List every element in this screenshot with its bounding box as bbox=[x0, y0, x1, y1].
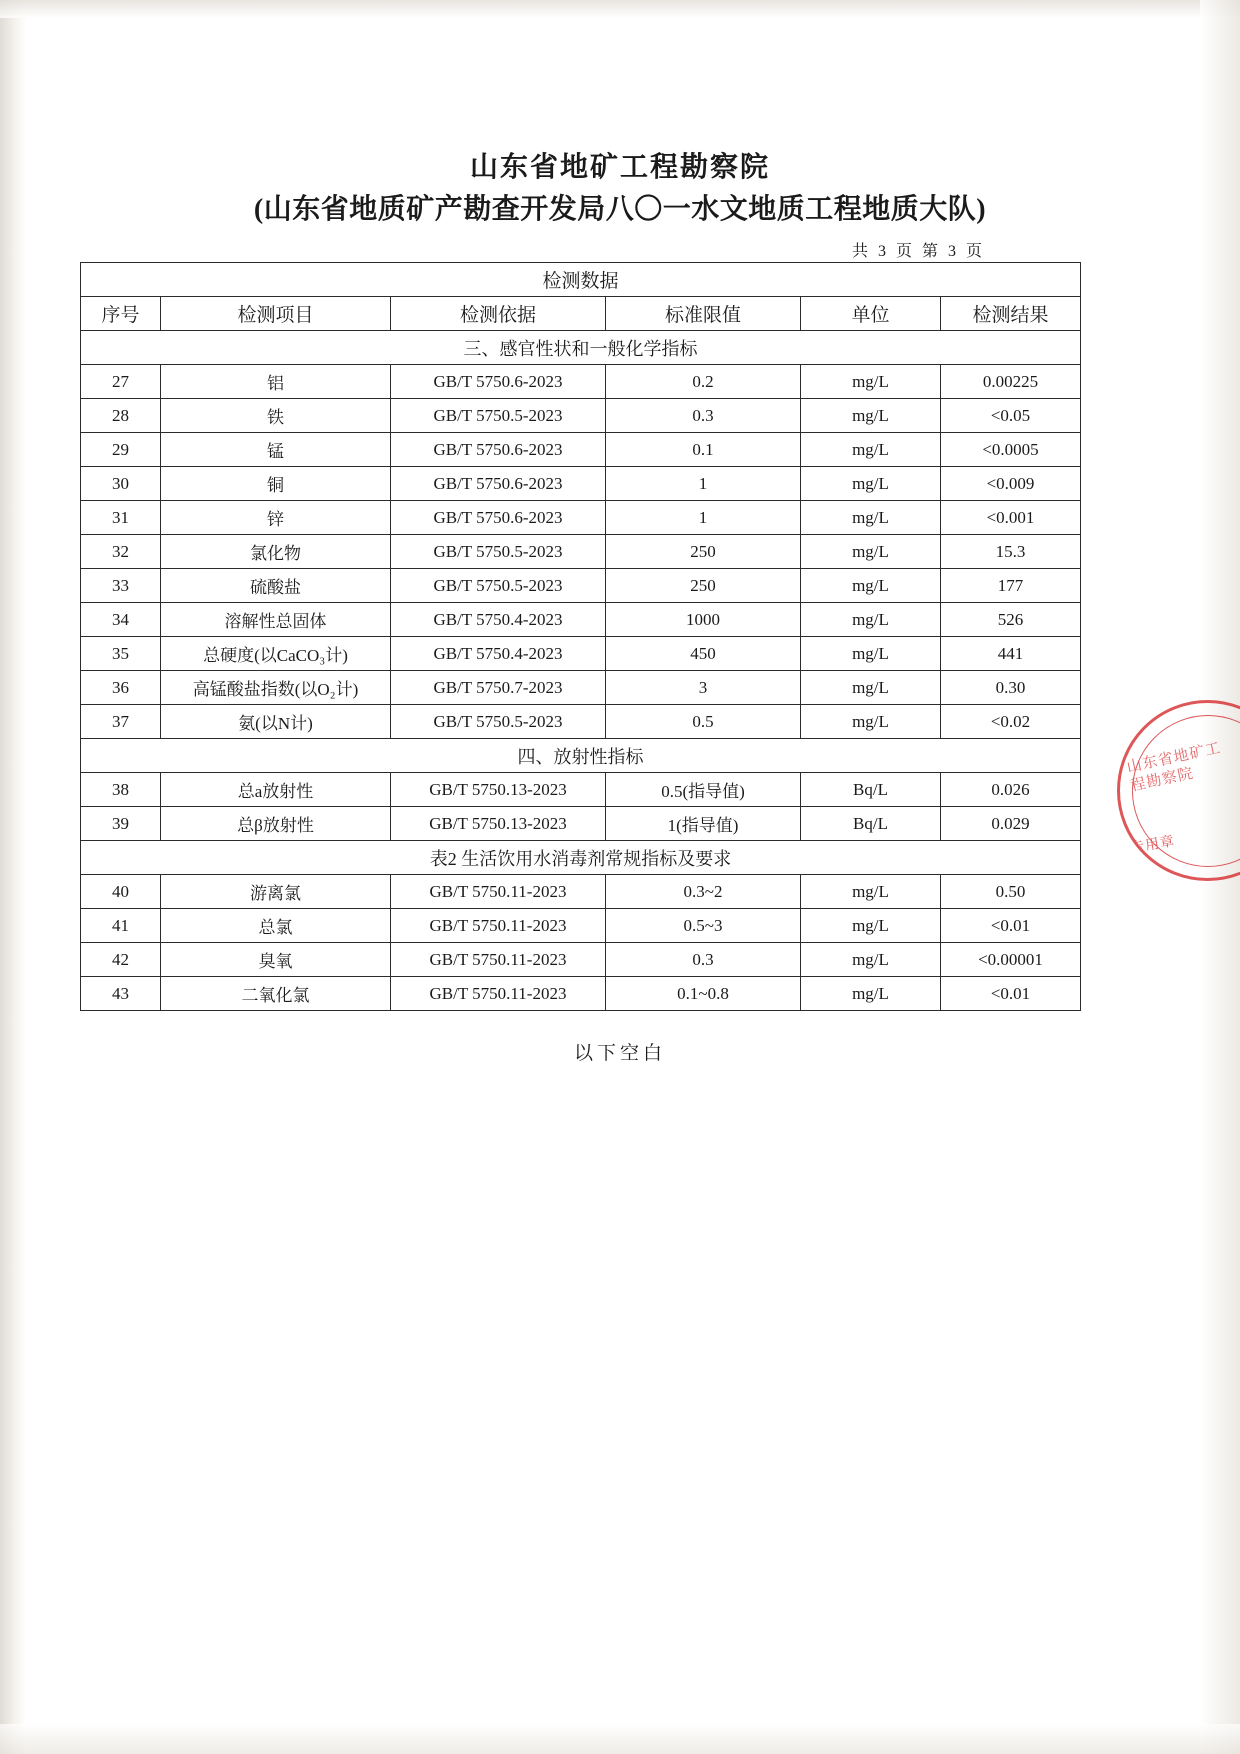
cell-item: 硫酸盐 bbox=[161, 569, 391, 603]
cell-item: 二氧化氯 bbox=[161, 977, 391, 1011]
cell-basis: GB/T 5750.6-2023 bbox=[391, 365, 606, 399]
cell-no: 30 bbox=[81, 467, 161, 501]
cell-basis: GB/T 5750.11-2023 bbox=[391, 875, 606, 909]
cell-item: 铝 bbox=[161, 365, 391, 399]
page-counter: 共 3 页 第 3 页 bbox=[851, 243, 985, 260]
table-title-row bbox=[81, 263, 1081, 297]
cell-no: 42 bbox=[81, 943, 161, 977]
cell-basis: GB/T 5750.7-2023 bbox=[391, 671, 606, 705]
cell-unit: mg/L bbox=[801, 365, 941, 399]
cell-no: 43 bbox=[81, 977, 161, 1011]
cell-unit: mg/L bbox=[801, 671, 941, 705]
cell-limit: 1000 bbox=[606, 603, 801, 637]
cell-item: 总a放射性 bbox=[161, 773, 391, 807]
cell-unit: Bq/L bbox=[801, 773, 941, 807]
table-row bbox=[81, 773, 1081, 807]
cell-limit: 0.3~2 bbox=[606, 875, 801, 909]
cell-no: 27 bbox=[81, 365, 161, 399]
cell-item: 铁 bbox=[161, 399, 391, 433]
section-header-row bbox=[81, 841, 1081, 875]
table-header-row bbox=[81, 297, 1081, 331]
cell-basis: GB/T 5750.11-2023 bbox=[391, 977, 606, 1011]
cell-limit: 1 bbox=[606, 467, 801, 501]
cell-limit: 3 bbox=[606, 671, 801, 705]
cell-unit: mg/L bbox=[801, 535, 941, 569]
cell-limit: 250 bbox=[606, 569, 801, 603]
column-header-unit: 单位 bbox=[801, 297, 941, 331]
cell-basis: GB/T 5750.5-2023 bbox=[391, 535, 606, 569]
cell-no: 31 bbox=[81, 501, 161, 535]
cell-basis: GB/T 5750.13-2023 bbox=[391, 773, 606, 807]
organization-name-primary: 山东省地矿工程勘察院 bbox=[469, 152, 770, 183]
cell-limit: 0.3 bbox=[606, 943, 801, 977]
document-header bbox=[0, 148, 1240, 231]
cell-basis: GB/T 5750.5-2023 bbox=[391, 705, 606, 739]
blank-below-note: 以下空白 bbox=[573, 1043, 666, 1064]
report-table-wrapper bbox=[80, 262, 1080, 1011]
cell-basis: GB/T 5750.13-2023 bbox=[391, 807, 606, 841]
column-header-basis: 检测依据 bbox=[391, 297, 606, 331]
table-row bbox=[81, 501, 1081, 535]
cell-basis: GB/T 5750.11-2023 bbox=[391, 909, 606, 943]
cell-result: 0.00225 bbox=[941, 365, 1081, 399]
cell-result: 526 bbox=[941, 603, 1081, 637]
cell-limit: 1 bbox=[606, 501, 801, 535]
cell-result: <0.001 bbox=[941, 501, 1081, 535]
section-header-row bbox=[81, 739, 1081, 773]
cell-item: 锌 bbox=[161, 501, 391, 535]
cell-result: <0.0005 bbox=[941, 433, 1081, 467]
section-label: 表2 生活饮用水消毒剂常规指标及要求 bbox=[81, 841, 1081, 875]
cell-basis: GB/T 5750.11-2023 bbox=[391, 943, 606, 977]
cell-item: 溶解性总固体 bbox=[161, 603, 391, 637]
cell-no: 41 bbox=[81, 909, 161, 943]
cell-unit: mg/L bbox=[801, 569, 941, 603]
cell-unit: mg/L bbox=[801, 501, 941, 535]
cell-basis: GB/T 5750.5-2023 bbox=[391, 569, 606, 603]
table-row bbox=[81, 467, 1081, 501]
cell-unit: mg/L bbox=[801, 977, 941, 1011]
cell-limit: 0.5(指导值) bbox=[606, 773, 801, 807]
table-row bbox=[81, 977, 1081, 1011]
section-label: 四、放射性指标 bbox=[81, 739, 1081, 773]
cell-no: 37 bbox=[81, 705, 161, 739]
cell-no: 28 bbox=[81, 399, 161, 433]
cell-no: 34 bbox=[81, 603, 161, 637]
cell-unit: mg/L bbox=[801, 943, 941, 977]
cell-item: 氯化物 bbox=[161, 535, 391, 569]
cell-limit: 0.2 bbox=[606, 365, 801, 399]
cell-unit: mg/L bbox=[801, 467, 941, 501]
table-row bbox=[81, 399, 1081, 433]
table-row bbox=[81, 603, 1081, 637]
detection-data-table bbox=[80, 262, 1081, 1011]
column-header-item: 检测项目 bbox=[161, 297, 391, 331]
seal-text: 山东省地矿工程勘察院 bbox=[1125, 740, 1223, 795]
table-row bbox=[81, 875, 1081, 909]
cell-item: 铜 bbox=[161, 467, 391, 501]
official-seal-stamp bbox=[1117, 700, 1240, 881]
cell-no: 36 bbox=[81, 671, 161, 705]
cell-unit: mg/L bbox=[801, 399, 941, 433]
cell-result: <0.01 bbox=[941, 909, 1081, 943]
section-label: 三、感官性状和一般化学指标 bbox=[81, 331, 1081, 365]
cell-limit: 0.3 bbox=[606, 399, 801, 433]
cell-no: 38 bbox=[81, 773, 161, 807]
cell-unit: mg/L bbox=[801, 433, 941, 467]
cell-item: 高锰酸盐指数(以O₂计) bbox=[161, 671, 391, 705]
cell-result: <0.02 bbox=[941, 705, 1081, 739]
cell-unit: mg/L bbox=[801, 875, 941, 909]
cell-no: 39 bbox=[81, 807, 161, 841]
cell-result: <0.01 bbox=[941, 977, 1081, 1011]
cell-basis: GB/T 5750.6-2023 bbox=[391, 467, 606, 501]
cell-unit: mg/L bbox=[801, 603, 941, 637]
organization-name-secondary: (山东省地质矿产勘查开发局八〇一水文地质工程地质大队) bbox=[253, 193, 987, 225]
cell-result: <0.009 bbox=[941, 467, 1081, 501]
cell-item: 总氯 bbox=[161, 909, 391, 943]
cell-result: 0.50 bbox=[941, 875, 1081, 909]
seal-bottom-text: 专用章 bbox=[1129, 834, 1177, 857]
cell-limit: 0.5 bbox=[606, 705, 801, 739]
table-row bbox=[81, 943, 1081, 977]
cell-limit: 250 bbox=[606, 535, 801, 569]
cell-item: 游离氯 bbox=[161, 875, 391, 909]
cell-result: 15.3 bbox=[941, 535, 1081, 569]
column-header-limit: 标准限值 bbox=[606, 297, 801, 331]
cell-unit: mg/L bbox=[801, 705, 941, 739]
cell-no: 32 bbox=[81, 535, 161, 569]
table-row bbox=[81, 705, 1081, 739]
section-header-row bbox=[81, 331, 1081, 365]
table-row bbox=[81, 671, 1081, 705]
cell-result: 0.30 bbox=[941, 671, 1081, 705]
cell-limit: 450 bbox=[606, 637, 801, 671]
cell-item: 锰 bbox=[161, 433, 391, 467]
table-row bbox=[81, 637, 1081, 671]
cell-no: 29 bbox=[81, 433, 161, 467]
cell-item: 总β放射性 bbox=[161, 807, 391, 841]
cell-basis: GB/T 5750.4-2023 bbox=[391, 637, 606, 671]
cell-basis: GB/T 5750.4-2023 bbox=[391, 603, 606, 637]
column-header-result: 检测结果 bbox=[941, 297, 1081, 331]
cell-result: 441 bbox=[941, 637, 1081, 671]
cell-limit: 0.5~3 bbox=[606, 909, 801, 943]
cell-result: 177 bbox=[941, 569, 1081, 603]
cell-item: 总硬度(以CaCO₃计) bbox=[161, 637, 391, 671]
cell-basis: GB/T 5750.6-2023 bbox=[391, 433, 606, 467]
table-row bbox=[81, 807, 1081, 841]
cell-no: 40 bbox=[81, 875, 161, 909]
cell-unit: mg/L bbox=[801, 637, 941, 671]
cell-result: <0.05 bbox=[941, 399, 1081, 433]
cell-limit: 1(指导值) bbox=[606, 807, 801, 841]
column-header-no: 序号 bbox=[81, 297, 161, 331]
table-row bbox=[81, 909, 1081, 943]
cell-no: 33 bbox=[81, 569, 161, 603]
cell-result: 0.026 bbox=[941, 773, 1081, 807]
cell-basis: GB/T 5750.5-2023 bbox=[391, 399, 606, 433]
cell-item: 氨(以N计) bbox=[161, 705, 391, 739]
cell-no: 35 bbox=[81, 637, 161, 671]
cell-result: <0.00001 bbox=[941, 943, 1081, 977]
table-title: 检测数据 bbox=[81, 263, 1081, 297]
table-row bbox=[81, 433, 1081, 467]
cell-limit: 0.1~0.8 bbox=[606, 977, 801, 1011]
cell-result: 0.029 bbox=[941, 807, 1081, 841]
table-row bbox=[81, 535, 1081, 569]
cell-item: 臭氧 bbox=[161, 943, 391, 977]
table-row bbox=[81, 569, 1081, 603]
cell-unit: Bq/L bbox=[801, 807, 941, 841]
cell-unit: mg/L bbox=[801, 909, 941, 943]
cell-basis: GB/T 5750.6-2023 bbox=[391, 501, 606, 535]
cell-limit: 0.1 bbox=[606, 433, 801, 467]
table-row bbox=[81, 365, 1081, 399]
